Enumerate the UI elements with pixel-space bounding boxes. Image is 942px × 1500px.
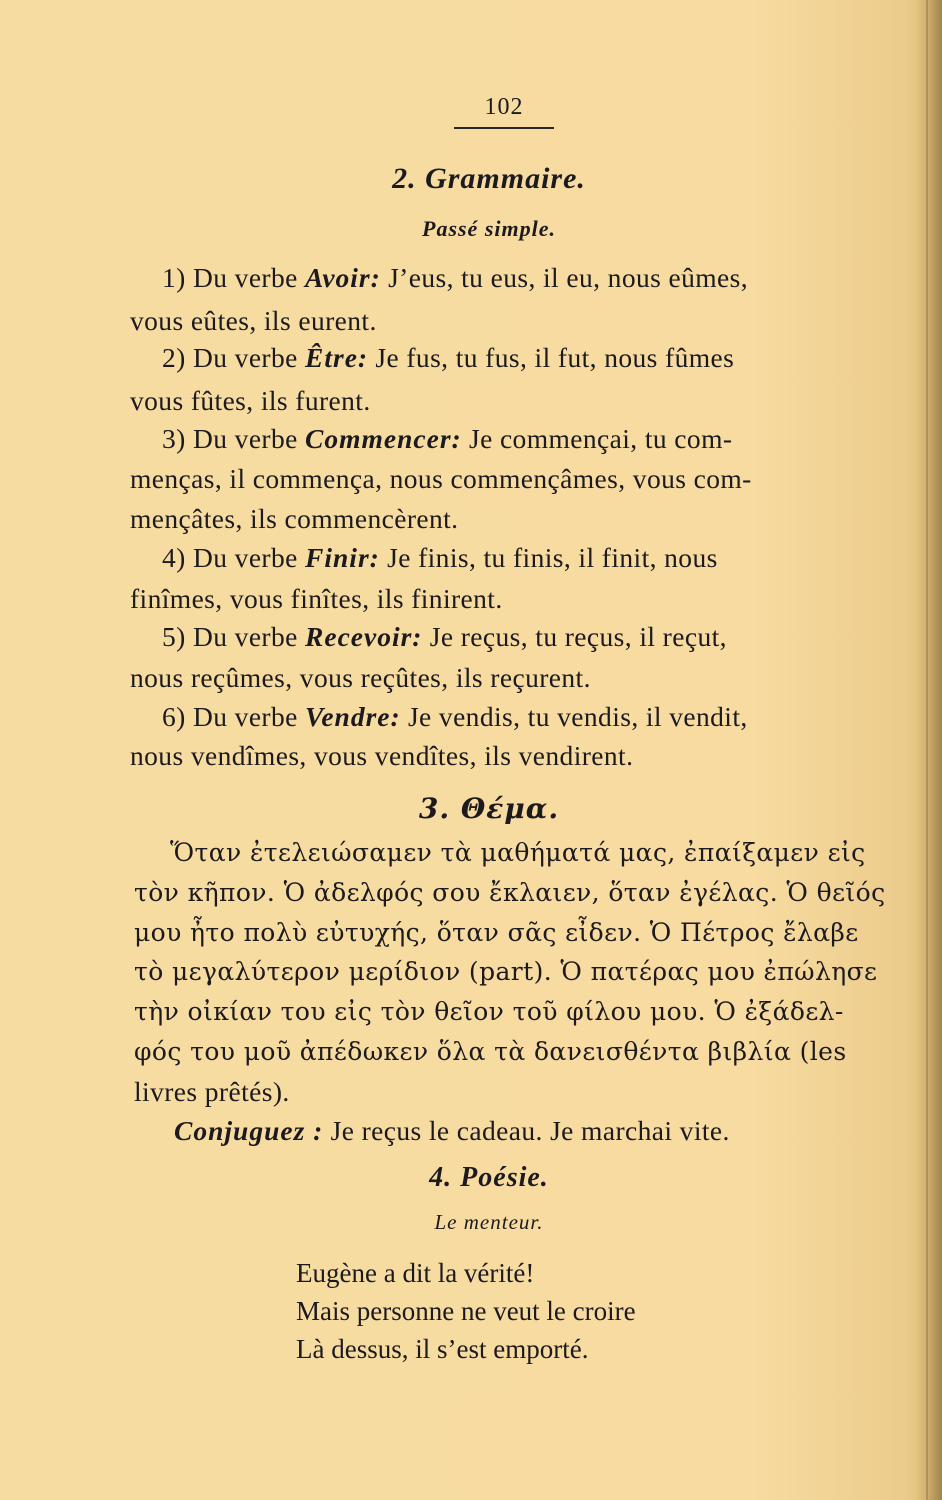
- verb-item-6-continuation: nous vendîmes, vous vendîtes, ils vendirent.: [130, 740, 634, 771]
- grammar-heading: 2. Grammaire.: [392, 162, 586, 195]
- verb-item-number: 1) Du verbe: [162, 262, 298, 293]
- verb-name: Avoir:: [305, 262, 381, 293]
- thema-heading: 3. Θέμα.: [418, 792, 560, 825]
- verb-item-4: [162, 543, 718, 573]
- verb-name: Commencer:: [305, 423, 462, 454]
- verb-item-number: 5) Du verbe: [162, 621, 298, 652]
- poem-line: Mais personne ne veut le croire: [296, 1296, 636, 1326]
- thema-line: τὸν κῆπον. Ὁ ἀδελφός σου ἔκλαιεν, ὅταν ἐγέλας. Ὁ θεῖός: [134, 878, 886, 907]
- verb-item-3-continuation: mençâtes, ils commencèrent.: [130, 503, 459, 534]
- thema-line: μου ἦτο πολὺ εὐτυχής, ὅταν σᾶς εἶδεν. Ὁ Πέτρος ἔλαβε: [134, 918, 859, 947]
- thema-line: φός του μοῦ ἀπέδωκεν ὅλα τὰ δανεισθέντα βιβλία (les: [134, 1037, 847, 1066]
- verb-item-5: [162, 622, 727, 652]
- verb-item-number: 2) Du verbe: [162, 342, 298, 373]
- page-number: 102: [484, 94, 524, 120]
- poetry-heading: 4. Poésie.: [429, 1162, 549, 1193]
- verb-item-2: [162, 343, 734, 373]
- conjuguez-line: [174, 1116, 730, 1146]
- verb-forms: J’eus, tu eus, il eu, nous eûmes,: [388, 262, 749, 293]
- verb-item-number: 6) Du verbe: [162, 701, 298, 732]
- verb-item-2-continuation: vous fûtes, ils furent.: [130, 385, 371, 416]
- thema-line: livres prêtés).: [134, 1076, 290, 1107]
- verb-name: Recevoir:: [305, 621, 423, 652]
- conjuguez-text: Je reçus le cadeau. Je marchai vite.: [330, 1115, 730, 1146]
- verb-item-6: [162, 702, 748, 732]
- page-number-rule: [454, 127, 554, 129]
- verb-item-number: 4) Du verbe: [162, 542, 298, 573]
- verb-forms: Je finis, tu finis, il finit, nous: [387, 542, 718, 573]
- verb-forms: Je vendis, tu vendis, il vendit,: [407, 701, 748, 732]
- verb-name: Vendre:: [305, 701, 401, 732]
- verb-name: Être:: [305, 342, 369, 373]
- thema-line: τὸ μεγαλύτερον μερίδιον (part). Ὁ πατέρας μου ἐπώλησε: [134, 957, 878, 986]
- verb-name: Finir:: [305, 542, 380, 573]
- grammar-subheading: Passé simple.: [422, 216, 556, 241]
- verb-item-3: [162, 424, 732, 454]
- poem-line: Eugène a dit la vérité!: [296, 1258, 535, 1288]
- verb-item-1: [162, 263, 748, 293]
- verb-item-3-continuation: menças, il commença, nous commençâmes, vous com-: [130, 463, 752, 494]
- verb-item-5-continuation: nous reçûmes, vous reçûtes, ils reçurent.: [130, 662, 591, 693]
- verb-item-number: 3) Du verbe: [162, 423, 298, 454]
- poem-line: Là dessus, il s’est emporté.: [296, 1334, 589, 1364]
- thema-line: τὴν οἰκίαν του εἰς τὸν θεῖον τοῦ φίλου μου. Ὁ ἐξάδελ-: [134, 997, 844, 1026]
- verb-item-4-continuation: finîmes, vous finîtes, ils finirent.: [130, 583, 503, 614]
- verb-forms: Je reçus, tu reçus, il reçut,: [429, 621, 727, 652]
- verb-forms: Je fus, tu fus, il fut, nous fûmes: [375, 342, 735, 373]
- thema-line: Ὅταν ἐτελειώσαμεν τὰ μαθήματά μας, ἐπαίξαμεν εἰς: [170, 838, 866, 867]
- verb-forms: Je commençai, tu com-: [468, 423, 733, 454]
- poem-title: Le menteur.: [434, 1210, 544, 1234]
- conjuguez-label: Conjuguez :: [174, 1115, 324, 1146]
- verb-item-1-continuation: vous eûtes, ils eurent.: [130, 305, 377, 336]
